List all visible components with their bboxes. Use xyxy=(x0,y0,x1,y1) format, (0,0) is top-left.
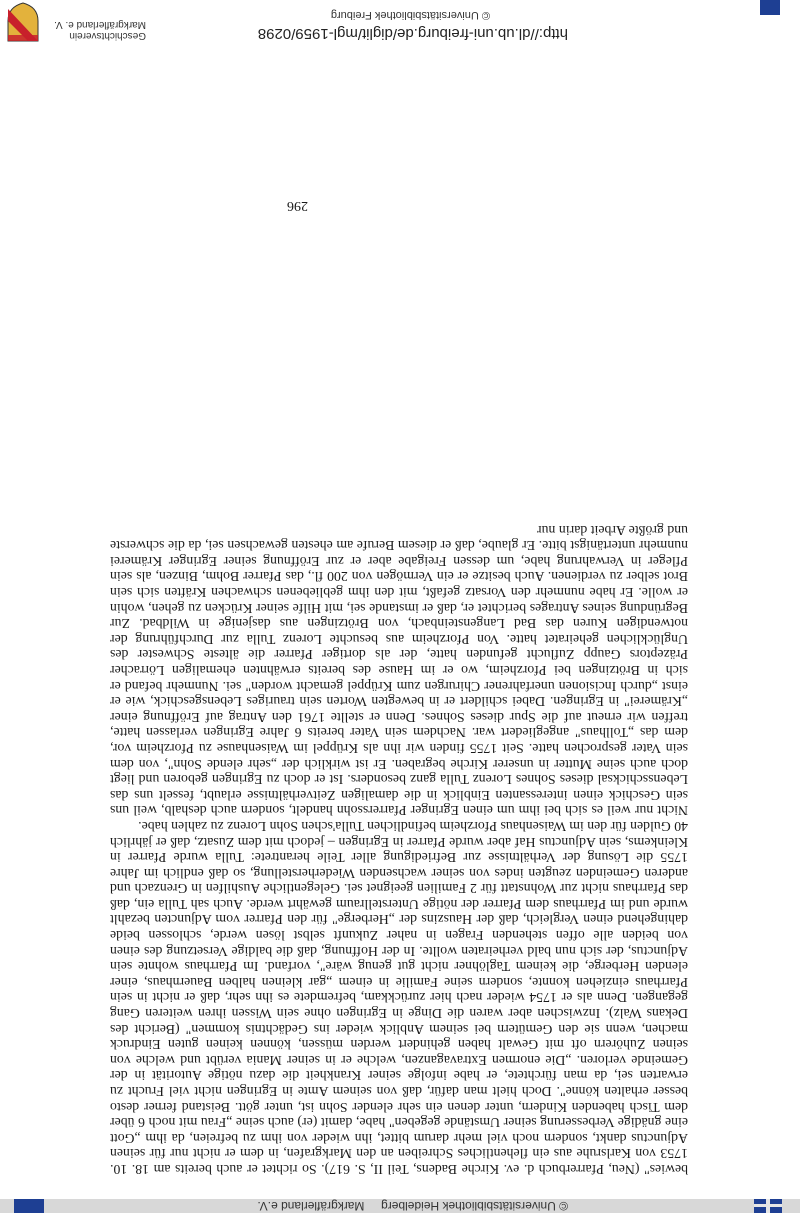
permalink-url[interactable]: http://dl.ub.uni-freiburg.de/diglit/mgl-1959/0298 xyxy=(257,25,568,42)
paragraph: Nicht nur weil es sich bei ihm um einen Egringer Pfarrerssohn handelt, sondern auch deshalb, weil uns sein Geschick einen interessanten Einblick in die damaligen Zeitverhältnisse erlaubt, fesselt uns das Lebensschicksal dieses Sohnes Lorenz Tulla ganz besonders. Ist er doch zu Egringen geboren und liegt doch auch seine Mutter in unserer Kirche begraben. Er ist wirklich der „sehr elende Sohn", von dem sein Vater gesprochen hatte. Seit 1755 finden wir ihn als Krüppel im Waisenhause zu Pforzheim vor, dem das „Tollhaus" angegliedert war. Nachdem sein Vater bereits 6 Jahre Egringen verlassen hatte, treffen wir erneut auf die Spur dieses Sohnes. Denn er stellte 1761 den Antrag auf Eröffnung einer „Krämerei" in Egringen. Dabei schildert er in bewegten Worten sein trauriges Lebensgeschick, wie er einst „durch Incisionen unerfahrener Chirurgen zum Krüppel gemacht worden" sei. Nunmehr befand er sich in Brötzingen bei Pforzheim, wo er im Hause des bereits erwähnten ehemaligen Lörracher Präzeptors Gaupp Zuflucht gefunden hatte, der als dortiger Pfarrer die älteste Schwester des Unglücklichen geheiratet hatte. Von Pforzheim aus besuchte Lorenz Tulla zur Durchführung der notwendigen Kuren das Bad Langensteinbach, von Brötzingen aus dasjenige in Wildbad. Zur Begründung seines Antrages berichtet er, daß er imstande sei, mit Hilfe seiner Krücken zu gehen, wohin er wolle. Er habe nunmehr den Vorsatz gefaßt, mit den ihm gebliebenen schwachen Kräften sich sein Brot selber zu verdienen. Auch besitze er ein Vermögen von 200 fl., das Pfarrer Bohm, Binzen, als sein Pfleger in Verwahrung habe, um dessen Freigabe aber er zur Eröffnung seiner Egringer Krämerei nunmehr untertänigst bitte. Er glaube, daß er diesem Berufe am ehesten gewachsen sei, da die schwerste und größte Arbeit darin nur xyxy=(110,522,688,819)
partner-text: Markgräflerland e.V. xyxy=(257,1199,365,1213)
viewer-top-bar xyxy=(0,1199,800,1213)
ub-logo-icon xyxy=(754,1199,782,1213)
partner-credit xyxy=(46,19,146,41)
coat-of-arms-icon xyxy=(6,1,40,43)
paragraph: bewies" (Neu, Pfarrerbuch d. ev. Kirche Badens, Teil II, S. 617). So richtet er auch bereits am 18. 10. 1753 von Karlsruhe aus ein flehentliches Schreiben an den Markgrafen, in dem er nicht nur für seinen Adjunctus dankt, sondern noch viel mehr darum bittet, ihn wieder von ihm zu befreien, da ihm „Gott eine gnädige Verbesserung seiner Umstände gegeben" habe, damit (er) auch seine „Frau mit noch 6 über dem Tisch habenden Kindern, unter denen ein sehr elender Sohn ist, unter gött. Beistand ferner desto besser erhalten könne". Doch hielt man dafür, daß von seinem Amte in Egringen nicht viel Frucht zu erwarten sei, da man fürchtete, er habe infolge seiner Krankheit die dazu nötige Autorität in der Gemeinde verloren. „Die enormen Extravaganzen, welche er in seiner Mania verübt und welche von seinen Zuhörern oft mit Gewalt haben gehindert werden müssen, können keinen guten Eindruck machen, wenn sie den Gemütern bei seinem Anblick wieder ins Gedächtnis kommen" (Bericht des Dekans Walz). Inzwischen aber waren die Dinge in Egringen ohne sein Wissen ihren weiteren Gang gegangen. Denn als er 1754 wieder nach hier zurückkam, befremdete es ihn sehr, daß er nicht in sein Pfarrhaus einziehen konnte, sondern seine Familie in einem „gar kleinen halben Bauernhaus, einer elenden Herberge, die keinem Taglöhner nicht gut genug wäre", vorfand. Im Pfarrhaus wohnte sein Adjunctus, der sich nun bald verheiraten wollte. In der Hoffnung, daß die baldige Versetzung des einen von beiden alle offen stehenden Fragen in naher Zukunft selbst lösen werde, schlossen beide dahingehend einen Vergleich, daß der Hauszins der „Herberge" für den Pfarrer vom Adjuncten bezahlt wurde und im Pfarrhaus dem Pfarrer der nötige Unterstellraum gewährt werde. Auch sah Tulla ein, daß das Pfarrhaus nicht zur Wohnstatt für 2 Familien geeignet sei. Gelegentliche Aushilfen in Grenzach und anderen Gemeinden zeugten indes von seiner wachsenden Wiederherstellung, so daß endlich im Jahre 1755 die Lösung der Verhältnisse zur Befriedigung aller Teile herantrete: Tulla wurde Pfarrer in Kleinkems, sein Adjunctus Haf aber wurde Pfarrer in Egringen – jedoch mit dem Zusatz, daß er jährlich 40 Gulden für den im Waisenhaus Pforzheim befindlichen Tulla'schen Sohn Lorenz zu zahlen habe. xyxy=(110,818,688,1177)
ub-logo-icon xyxy=(760,0,780,15)
top-credit xyxy=(257,1199,568,1213)
page-number: 296 xyxy=(287,198,308,213)
viewer-footer xyxy=(0,0,800,43)
partner-line: Geschichtsverein xyxy=(69,30,146,41)
partner-logo-icon xyxy=(14,1199,44,1213)
partner-line: Markgräflerland e. V. xyxy=(54,19,146,30)
library-credit: © Universitätsbibliothek Freiburg xyxy=(330,9,490,21)
page-body xyxy=(110,522,688,1177)
library-credit-text: © Universitätsbibliothek Heidelberg xyxy=(381,1199,568,1213)
